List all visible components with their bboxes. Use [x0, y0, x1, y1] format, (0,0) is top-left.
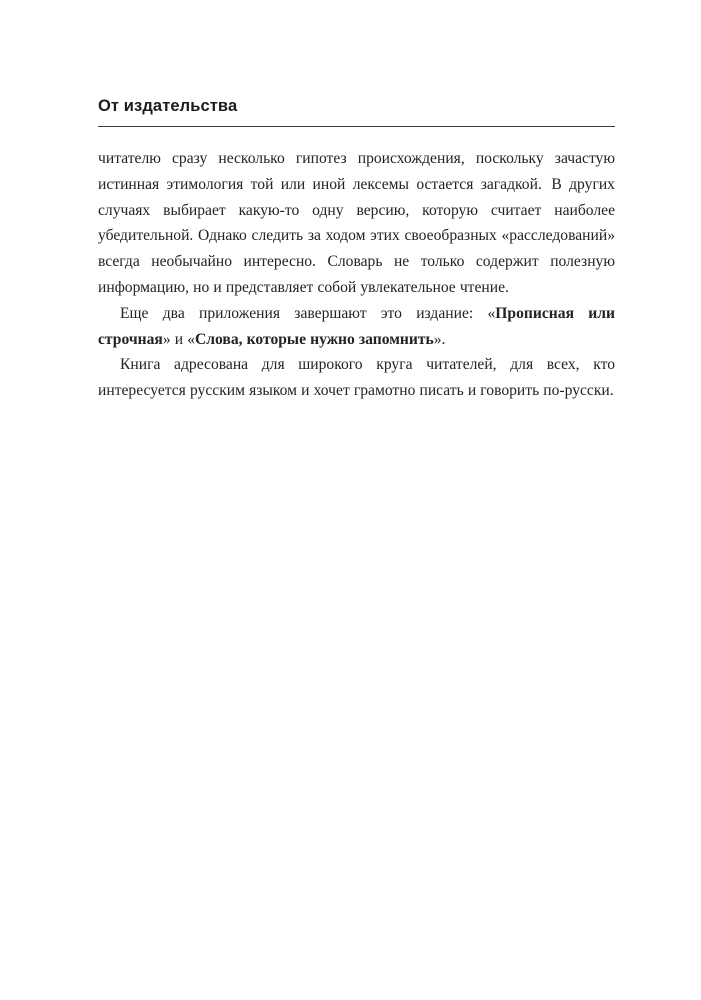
- appendix-title: Прописная или строчная: [98, 304, 615, 348]
- paragraph-audience: Книга адресована для широкого круга читателей, для всех, кто интересуется русским языком и хочет грамотно писать и говорить по-русски.: [98, 356, 615, 400]
- body-text: [98, 146, 615, 404]
- page-title: От издательства: [98, 97, 238, 115]
- paragraph-appendices: Еще два приложения завершают это издание: «Прописная или строчная» и «Слова, которые нужно запомнить».: [98, 304, 615, 348]
- appendix-title: Слова, которые нужно запомнить: [195, 330, 434, 348]
- heading-divider: [98, 126, 615, 127]
- paragraph-continued: читателю сразу несколько гипотез происхождения, поскольку зачастую истинная этимология той или иной лексемы остается загадкой. В других случаях выбирает какую-то одну версию, которую считает наиболее убедительной. Однако следить за ходом этих своеобразных «расследований» всегда необычайно интересно. Словарь не только содержит полезную информацию, но и представляет собой увлекательное чтение.: [98, 150, 615, 296]
- content-column: [98, 95, 615, 404]
- sentence-gap: [542, 176, 552, 193]
